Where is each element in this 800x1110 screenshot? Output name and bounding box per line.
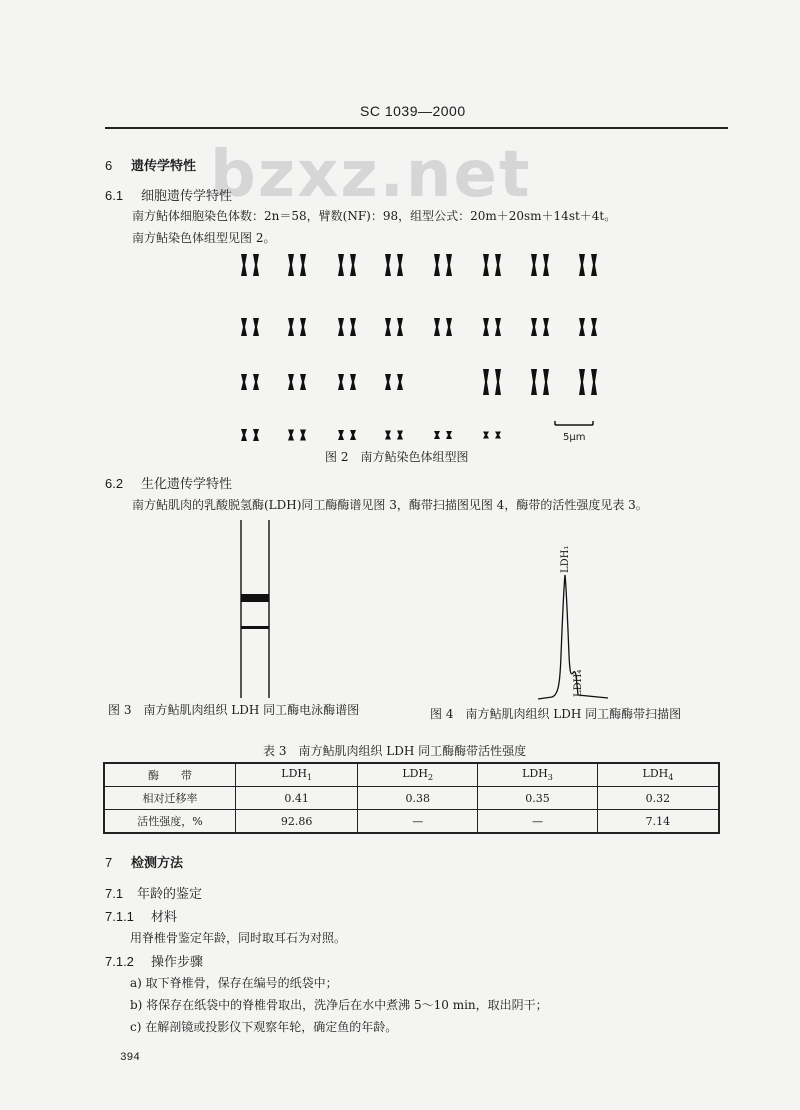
peak-ldh4-label: LDH₄: [573, 669, 584, 697]
chromosome: [288, 254, 294, 276]
section-title: 材料: [151, 910, 178, 925]
chromosome: [241, 254, 247, 276]
section-title: 生化遗传学特性: [141, 477, 233, 492]
table-row: [104, 810, 719, 834]
table-3-title: 表 3 南方鲇肌肉组织 LDH 同工酶酶带活性强度: [263, 744, 527, 758]
chromosome: [591, 369, 597, 395]
chromosome: [350, 430, 356, 440]
chromosome: [288, 374, 294, 390]
chromosome: [253, 254, 259, 276]
chromosome: [483, 318, 489, 336]
electrophoresis-lane: [235, 520, 275, 700]
standard-code-header: SC 1039—2000: [360, 103, 466, 119]
watermark: bzxz.net: [210, 138, 532, 212]
chromosome: [434, 431, 440, 439]
table-cell: 相对迁移率: [104, 787, 236, 810]
section-6-2-heading: [105, 473, 232, 492]
chromosome: [338, 318, 344, 336]
chromosome: [579, 369, 585, 395]
table-cell: 0.35: [478, 787, 598, 810]
table-header-cell: $LDH_1$: [236, 763, 358, 787]
chromosome: [338, 430, 344, 440]
table-cell: 0.32: [597, 787, 719, 810]
chromosome: [385, 318, 391, 336]
chromosome: [397, 254, 403, 276]
ldh1-band: [241, 594, 269, 602]
section-number: 6.2: [105, 476, 124, 491]
chromosome: [483, 432, 489, 439]
chromosome: [434, 254, 440, 276]
peak-ldh1-label: LDH₁: [560, 545, 571, 573]
table-cell: 活性强度，%: [104, 810, 236, 834]
section-6-1-heading: [105, 185, 232, 204]
chromosome: [543, 369, 549, 395]
chromosome: [300, 374, 306, 390]
table-cell: 7.14: [597, 810, 719, 834]
chromosome: [446, 318, 452, 336]
section-title: 检测方法: [131, 856, 184, 871]
scale-label: 5μm: [563, 432, 586, 443]
chromosome: [253, 318, 259, 336]
table-cell: 92.86: [236, 810, 358, 834]
chromosome: [350, 254, 356, 276]
chromosome: [495, 369, 501, 395]
chromosome: [397, 318, 403, 336]
chromosome: [241, 429, 247, 441]
section-7-1-heading: [105, 883, 202, 902]
chromosome: [288, 318, 294, 336]
table-header-row: [104, 763, 719, 787]
chromosome: [350, 374, 356, 390]
section-7-1-1-heading: [105, 906, 177, 925]
chromosome: [397, 431, 403, 440]
ldh4-band: [241, 626, 269, 629]
section-title: 遗传学特性: [131, 159, 197, 174]
section-number: 6: [105, 158, 113, 173]
chromosome: [338, 374, 344, 390]
section-number: 6.1: [105, 188, 124, 203]
paragraph: 南方鲇染色体组型见图 2。: [132, 231, 276, 245]
chromosome: [385, 254, 391, 276]
chromosome: [446, 431, 452, 439]
chromosome: [385, 431, 391, 440]
table-header-cell: $LDH_2$: [358, 763, 478, 787]
chromosome: [253, 429, 259, 441]
chromosome: [495, 254, 501, 276]
table-cell: —: [478, 810, 598, 834]
page-number: 394: [120, 1052, 140, 1064]
section-number: 7.1.2: [105, 954, 134, 969]
section-title: 细胞遗传学特性: [141, 189, 233, 204]
chromosome: [434, 318, 440, 336]
chromosome: [483, 369, 489, 395]
figure-4-caption: 图 4 南方鲇肌肉组织 LDH 同工酶酶带扫描图: [430, 707, 682, 721]
section-6-heading: [105, 155, 196, 174]
chromosome: [300, 430, 306, 441]
table-header-cell: 酶 带: [104, 763, 236, 787]
header-rule: [105, 127, 728, 129]
chromosome: [241, 318, 247, 336]
paragraph: 南方鲇肌肉的乳酸脱氢酶(LDH)同工酶酶谱见图 3，酶带扫描图见图 4，酶带的活性强度见表 3。: [132, 498, 648, 512]
chromosome: [397, 374, 403, 390]
table-header-cell: $LDH_3$: [478, 763, 598, 787]
table-cell: 0.41: [236, 787, 358, 810]
chromosome: [531, 254, 537, 276]
chromosome: [300, 318, 306, 336]
chromosome: [543, 318, 549, 336]
chromosome: [591, 318, 597, 336]
chromosome: [531, 369, 537, 395]
table-row: [104, 787, 719, 810]
chromosome: [495, 432, 501, 439]
section-number: 7.1: [105, 886, 124, 901]
chromosome: [483, 254, 489, 276]
table-cell: 0.38: [358, 787, 478, 810]
figure-2-caption: 图 2 南方鲇染色体组型图: [325, 450, 469, 464]
chromosome: [591, 254, 597, 276]
section-number: 7.1.1: [105, 909, 134, 924]
section-title: 操作步骤: [151, 955, 204, 970]
chromosome: [241, 374, 247, 390]
list-item: a) 取下脊椎骨，保存在编号的纸袋中；: [130, 976, 338, 990]
table-header-cell: $LDH_4$: [597, 763, 719, 787]
chromosome: [350, 318, 356, 336]
list-item: b) 将保存在纸袋中的脊椎骨取出，洗净后在水中煮沸 5～10 min，取出阴干；: [130, 998, 548, 1012]
chromosome: [288, 430, 294, 441]
table-cell: —: [358, 810, 478, 834]
ldh-activity-table: [103, 762, 720, 834]
chromosome: [300, 254, 306, 276]
figure-3-caption: 图 3 南方鲇肌肉组织 LDH 同工酶电泳酶谱图: [108, 703, 360, 717]
chromosome: [446, 254, 452, 276]
chromosome: [385, 374, 391, 390]
list-item: c) 在解剖镜或投影仪下观察年轮，确定鱼的年龄。: [130, 1020, 398, 1034]
section-number: 7: [105, 855, 113, 870]
section-7-1-2-heading: [105, 951, 203, 970]
paragraph: 用脊椎骨鉴定年龄，同时取耳石为对照。: [130, 931, 347, 945]
chromosome: [543, 254, 549, 276]
chromosome: [531, 318, 537, 336]
chromosome: [579, 254, 585, 276]
chromosome: [495, 318, 501, 336]
section-title: 年龄的鉴定: [137, 887, 203, 902]
chromosome: [253, 374, 259, 390]
chromosome: [579, 318, 585, 336]
section-7-heading: [105, 852, 183, 871]
karyotype-figure: [225, 245, 625, 450]
chromosome: [338, 254, 344, 276]
paragraph: 南方鲇体细胞染色体数：2n＝58，臂数(NF)：98，组型公式：20m＋20sm＋14st＋4t。: [132, 209, 617, 223]
